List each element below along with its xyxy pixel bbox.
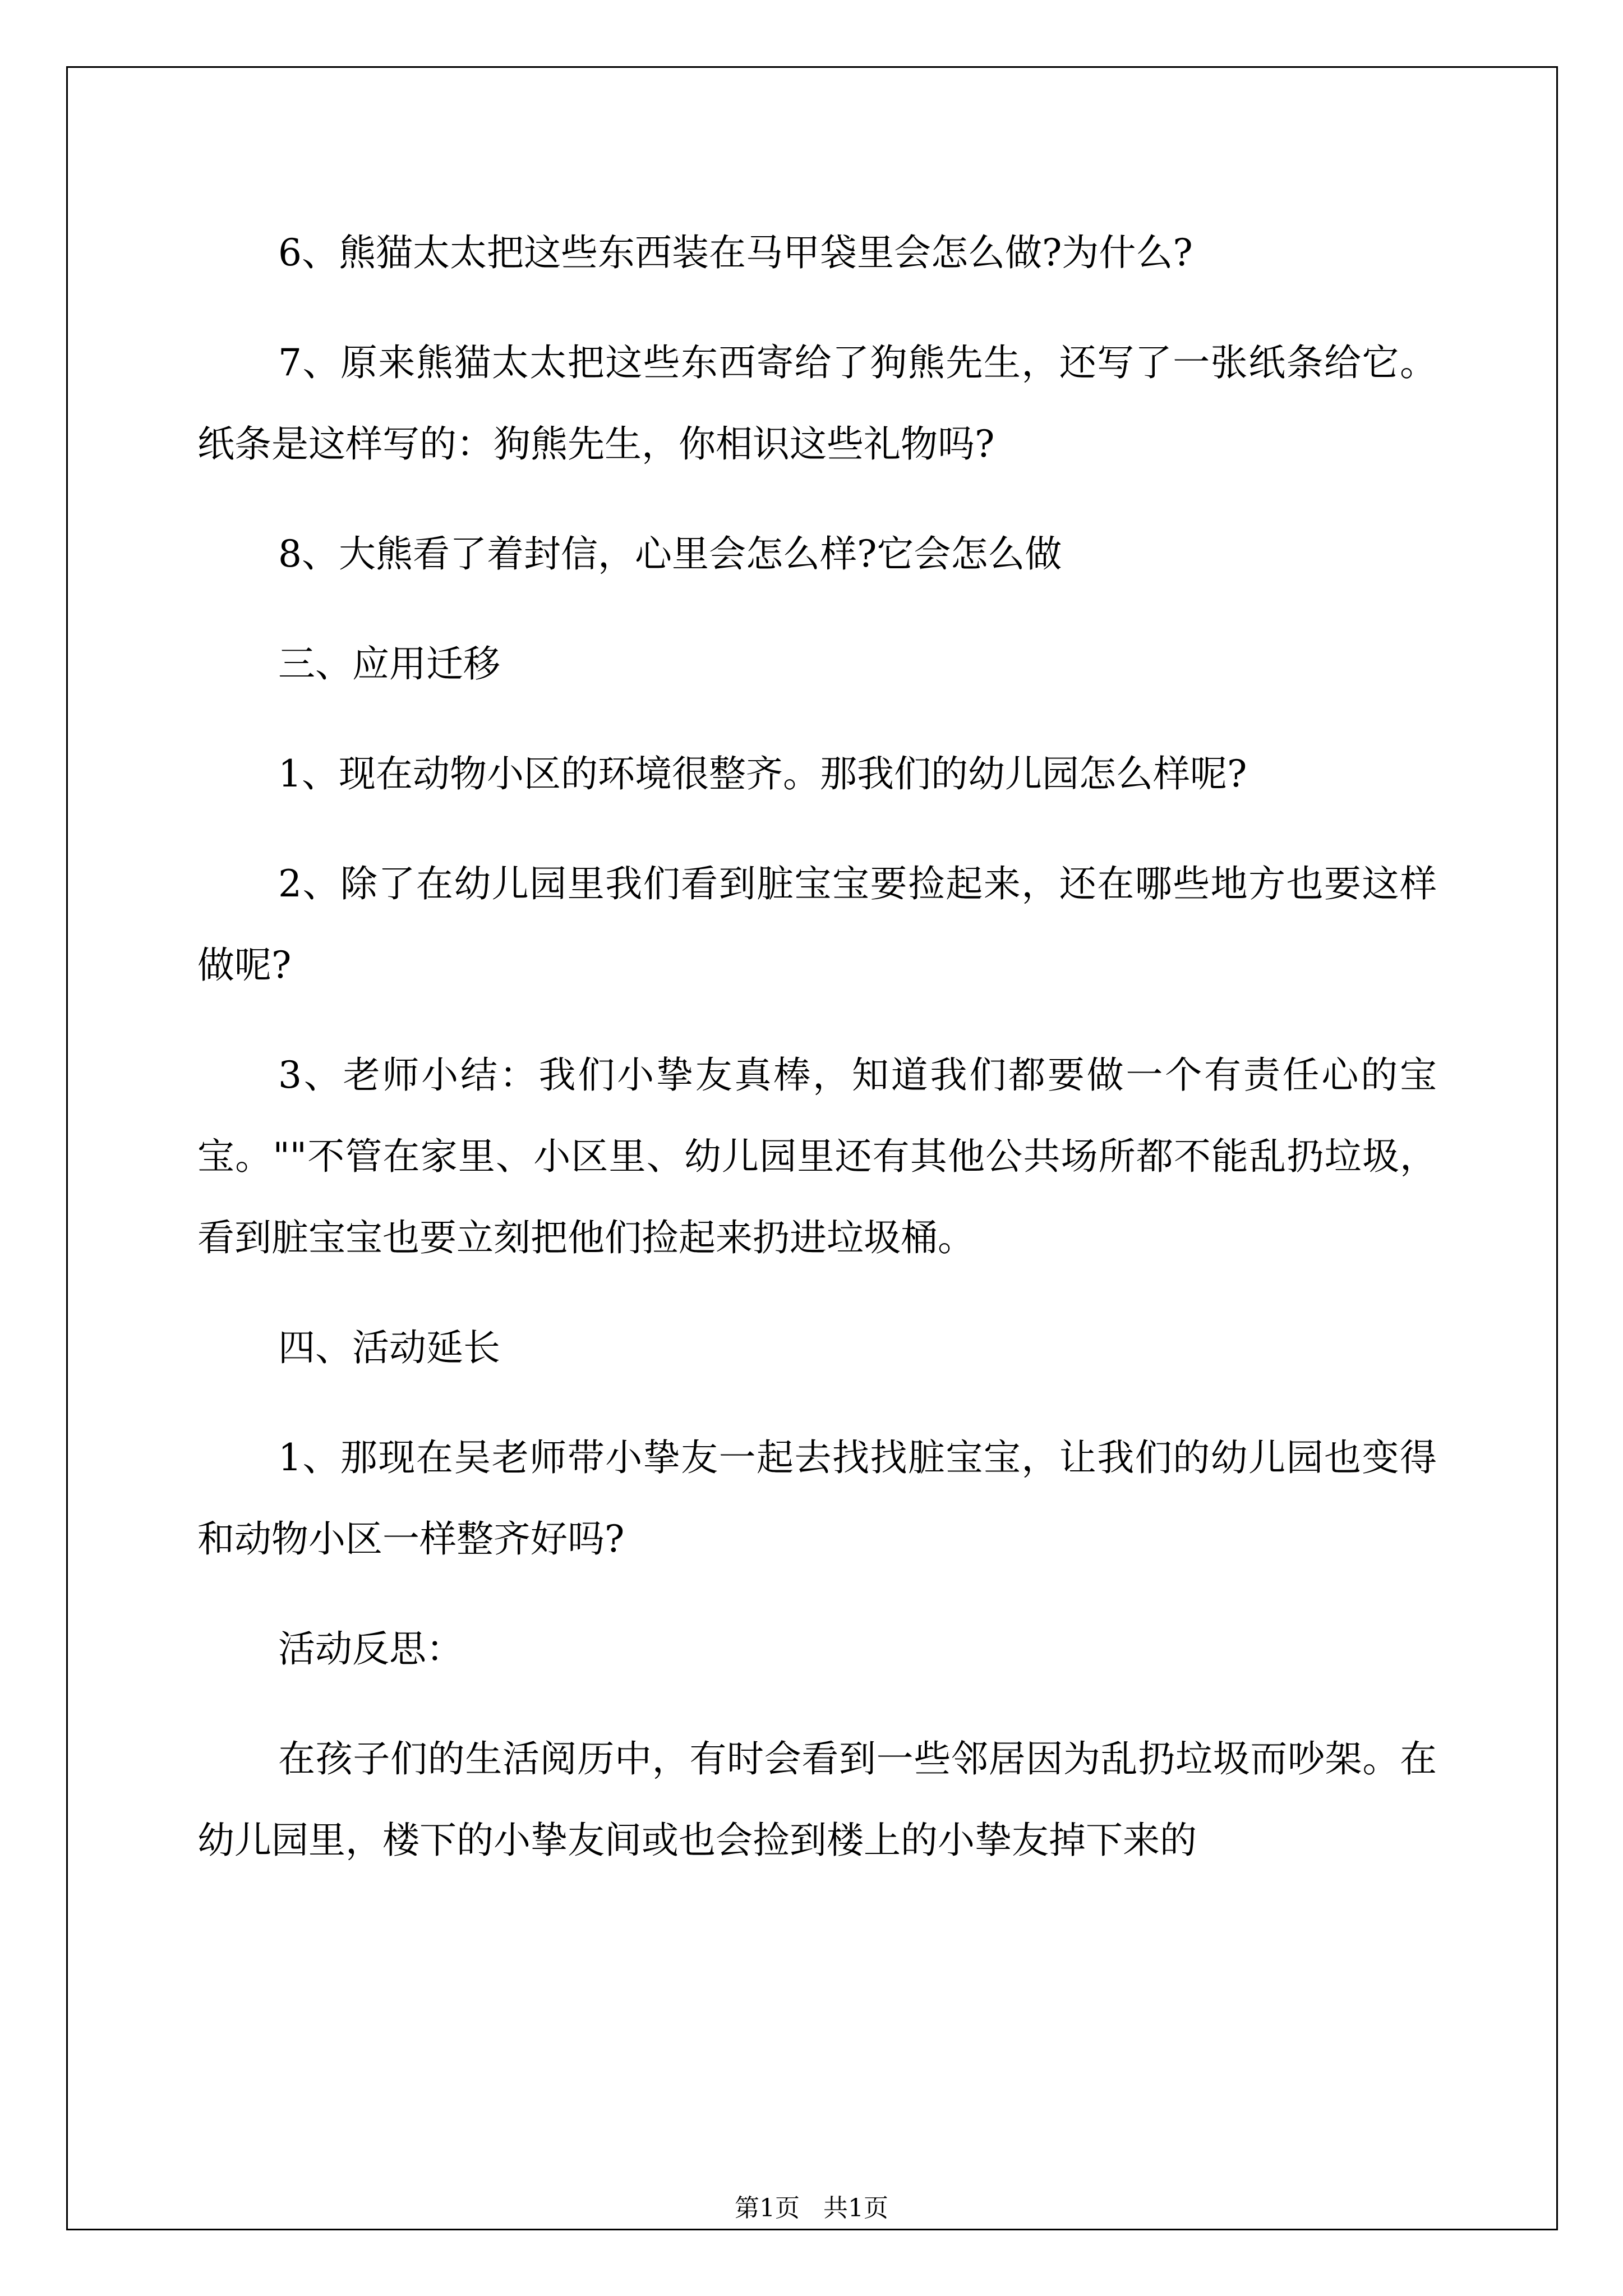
paragraph-q7: 7、原来熊猫太太把这些东西寄给了狗熊先生，还写了一张纸条给它。纸条是这样写的：狗熊先生，你相识这些礼物吗?	[197, 341, 1437, 466]
paragraph-q6: 6、熊猫太太把这些东西装在马甲袋里会怎么做?为什么?	[278, 231, 1193, 274]
section-heading-reflection: 活动反思：	[278, 1627, 463, 1671]
paragraph-app-1: 1、现在动物小区的环境很整齐。那我们的幼儿园怎么样呢?	[278, 752, 1247, 795]
paragraph-app-3: 3、老师小结：我们小挚友真棒，知道我们都要做一个有责任心的宝宝。""不管在家里、小区里、幼儿园里还有其他公共场所都不能乱扔垃圾，看到脏宝宝也要立刻把他们捡起来扔进垃圾桶。	[197, 1053, 1437, 1259]
paragraph-app-2: 2、除了在幼儿园里我们看到脏宝宝要捡起来，还在哪些地方也要这样做呢?	[197, 862, 1437, 987]
section-heading-extension: 四、活动延长	[278, 1326, 500, 1369]
paragraph-ext-1: 1、那现在吴老师带小挚友一起去找找脏宝宝，让我们的幼儿园也变得和动物小区一样整齐好吗?	[197, 1436, 1437, 1561]
document-body	[197, 212, 1437, 1910]
page-number-footer: 第1页 共1页	[735, 2194, 888, 2223]
paragraph-q8: 8、大熊看了着封信，心里会怎么样?它会怎么做	[278, 532, 1062, 576]
section-heading-application: 三、应用迁移	[278, 642, 500, 685]
paragraph-reflection: 在孩子们的生活阅历中，有时会看到一些邻居因为乱扔垃圾而吵架。在幼儿园里，楼下的小挚友间或也会捡到楼上的小挚友掉下来的	[197, 1737, 1437, 1862]
